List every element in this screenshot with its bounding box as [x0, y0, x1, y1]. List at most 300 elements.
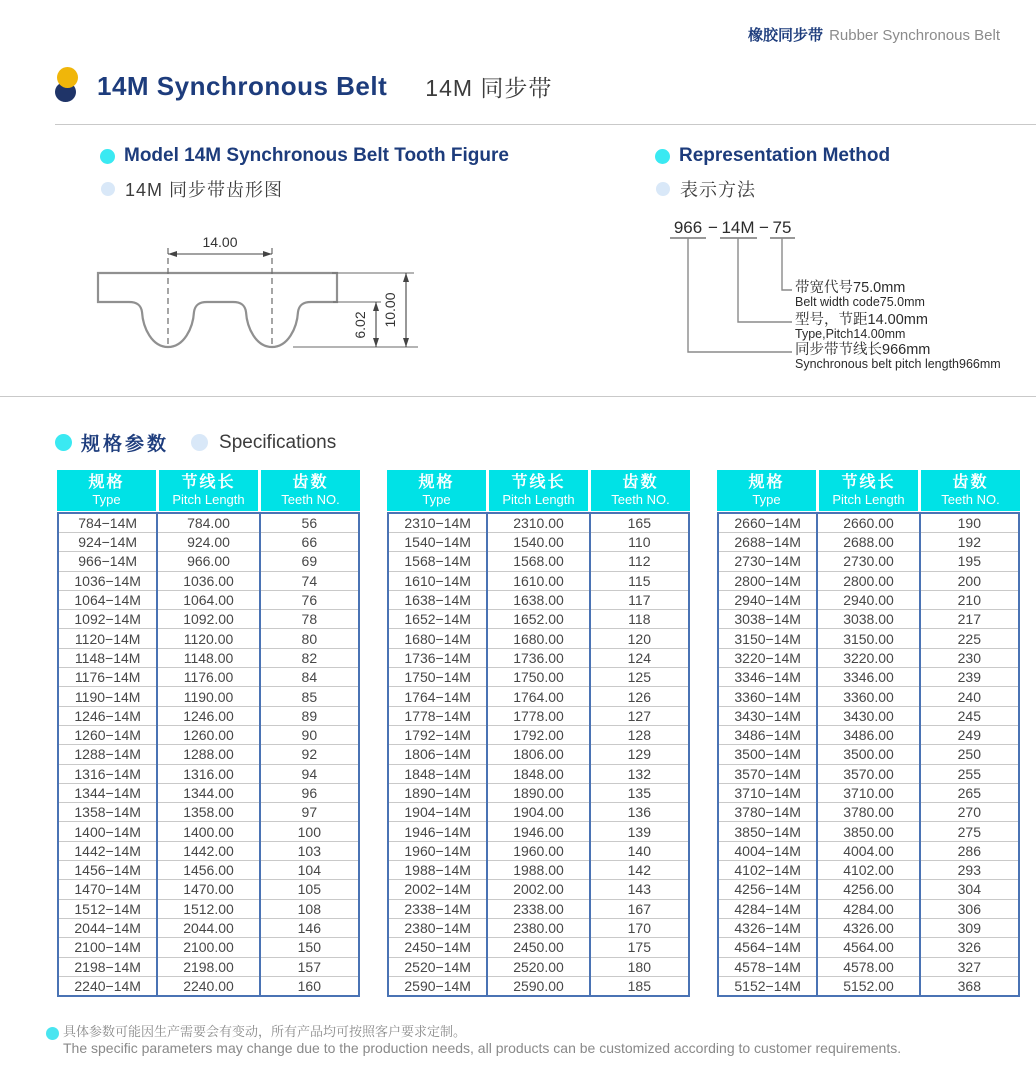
- table-row: [388, 629, 689, 648]
- cell-teeth-no: 135: [590, 783, 689, 802]
- cell-type: 3710−14M: [718, 783, 817, 802]
- cell-teeth-no: 124: [590, 648, 689, 667]
- cell-pitch-length: 2940.00: [817, 590, 919, 609]
- table-row: [388, 764, 689, 783]
- brand-dots-icon: [55, 67, 81, 105]
- section-specifications-zh: 规格参数: [81, 434, 170, 455]
- column-label-zh: 节线长: [511, 474, 566, 491]
- cell-teeth-no: 125: [590, 668, 689, 687]
- column-label-en: Teeth NO.: [281, 492, 340, 507]
- cell-type: 2380−14M: [388, 918, 487, 937]
- cell-type: 1652−14M: [388, 610, 487, 629]
- table-row: [388, 957, 689, 976]
- cell-teeth-no: 140: [590, 841, 689, 860]
- cell-pitch-length: 3430.00: [817, 706, 919, 725]
- cell-type: 3038−14M: [718, 610, 817, 629]
- table-row: [388, 841, 689, 860]
- table-row: [718, 899, 1019, 918]
- cell-type: 1778−14M: [388, 706, 487, 725]
- cell-teeth-no: 230: [920, 648, 1019, 667]
- cell-type: 1540−14M: [388, 533, 487, 552]
- table-row: [388, 899, 689, 918]
- table-row: [58, 764, 359, 783]
- table-row: [388, 590, 689, 609]
- connector-line-width: [782, 238, 792, 290]
- annotation-belt-width-zh: 带宽代号75.0mm: [795, 280, 906, 296]
- cell-teeth-no: 143: [590, 880, 689, 899]
- table-row: [718, 803, 1019, 822]
- arrowhead-icon: [373, 302, 379, 311]
- divider: [0, 396, 1036, 397]
- cell-pitch-length: 1442.00: [157, 841, 259, 860]
- cell-teeth-no: 304: [920, 880, 1019, 899]
- cell-teeth-no: 309: [920, 918, 1019, 937]
- cell-pitch-length: 4004.00: [817, 841, 919, 860]
- cell-teeth-no: 170: [590, 918, 689, 937]
- cell-pitch-length: 1890.00: [487, 783, 589, 802]
- dimension-pitch-label: 14.00: [202, 234, 238, 250]
- cell-type: 3430−14M: [718, 706, 817, 725]
- cell-pitch-length: 1512.00: [157, 899, 259, 918]
- table-row: [58, 725, 359, 744]
- cell-type: 4102−14M: [718, 861, 817, 880]
- column-label-zh: 节线长: [841, 474, 896, 491]
- cell-type: 1064−14M: [58, 590, 157, 609]
- cell-type: 4256−14M: [718, 880, 817, 899]
- table-row: [58, 648, 359, 667]
- cell-teeth-no: 250: [920, 745, 1019, 764]
- cell-type: 2450−14M: [388, 938, 487, 957]
- section-representation-en-label: Representation Method: [679, 145, 891, 166]
- cell-type: 2660−14M: [734, 515, 801, 531]
- column-label-zh: 齿数: [622, 474, 659, 491]
- dimension-thickness-label: 10.00: [382, 292, 398, 328]
- cell-teeth-no: 286: [920, 841, 1019, 860]
- table-body: [57, 512, 360, 997]
- cell-type: 1456−14M: [58, 861, 157, 880]
- cell-teeth-no: 120: [590, 629, 689, 648]
- cell-pitch-length: 1960.00: [487, 841, 589, 860]
- cell-pitch-length: 1148.00: [157, 648, 259, 667]
- cell-type: 2730−14M: [718, 552, 817, 571]
- cell-pitch-length: 3710.00: [817, 783, 919, 802]
- table-row: [58, 513, 359, 533]
- table-row: [718, 976, 1019, 996]
- column-label-zh: 齿数: [292, 474, 329, 491]
- table-row: [388, 610, 689, 629]
- cell-pitch-length: 2520.00: [487, 957, 589, 976]
- table-row: [718, 629, 1019, 648]
- cell-pitch-length: 1988.00: [487, 861, 589, 880]
- table-row: [718, 841, 1019, 860]
- cell-teeth-no: 104: [260, 861, 359, 880]
- cell-pitch-length: 1764.00: [487, 687, 589, 706]
- cell-teeth-no: 150: [260, 938, 359, 957]
- cell-teeth-no: 84: [260, 668, 359, 687]
- table-row: [388, 918, 689, 937]
- cell-type: 1470−14M: [58, 880, 157, 899]
- cell-teeth-no: 327: [920, 957, 1019, 976]
- cell-pitch-length: 1246.00: [157, 706, 259, 725]
- cell-pitch-length: 1750.00: [487, 668, 589, 687]
- table-row: [58, 533, 359, 552]
- cell-pitch-length: 1946.00: [487, 822, 589, 841]
- code-dash: −: [708, 218, 718, 237]
- cell-type: 1960−14M: [388, 841, 487, 860]
- tooth-profile-svg: [80, 220, 440, 390]
- cell-type: 3360−14M: [718, 687, 817, 706]
- cell-teeth-no: 157: [260, 957, 359, 976]
- cell-type: 4326−14M: [718, 918, 817, 937]
- cell-pitch-length: 1540.00: [487, 533, 589, 552]
- cell-teeth-no: 225: [920, 629, 1019, 648]
- cell-pitch-length: 1904.00: [487, 803, 589, 822]
- table-row: [58, 918, 359, 937]
- table-row: [58, 899, 359, 918]
- table-row: [58, 668, 359, 687]
- cell-pitch-length: 1064.00: [157, 590, 259, 609]
- table-row: [718, 533, 1019, 552]
- footer-note: [46, 1024, 901, 1056]
- cell-type: 2520−14M: [388, 957, 487, 976]
- annotation-type-pitch-en: Type,Pitch14.00mm: [795, 327, 906, 341]
- cell-pitch-length: 784.00: [157, 513, 259, 533]
- table-row: [718, 938, 1019, 957]
- cell-teeth-no: 217: [920, 610, 1019, 629]
- table-body: [717, 512, 1020, 997]
- cell-type: 1904−14M: [388, 803, 487, 822]
- column-label-en: Teeth NO.: [611, 492, 670, 507]
- code-pitch-length: 966: [673, 218, 703, 237]
- cell-type: 5152−14M: [718, 976, 817, 996]
- cell-teeth-no: 239: [920, 668, 1019, 687]
- section-tooth-figure-zh: [101, 176, 283, 202]
- cell-type: 3486−14M: [718, 725, 817, 744]
- cell-teeth-no: 306: [920, 899, 1019, 918]
- table-row: [58, 783, 359, 802]
- table-row: [58, 803, 359, 822]
- spec-table-1: [57, 470, 360, 997]
- cell-teeth-no: 175: [590, 938, 689, 957]
- column-label-en: Pitch Length: [832, 492, 905, 507]
- annotation-type-pitch-zh: 型号，节距14.00mm: [795, 312, 928, 328]
- table-row: [388, 706, 689, 725]
- cell-teeth-no: 180: [590, 957, 689, 976]
- cell-teeth-no: 275: [920, 822, 1019, 841]
- annotation-type-pitch: [795, 313, 928, 341]
- cell-type: 1806−14M: [388, 745, 487, 764]
- cell-teeth-no: 136: [590, 803, 689, 822]
- cell-teeth-no: 139: [590, 822, 689, 841]
- cell-teeth-no: 105: [260, 880, 359, 899]
- cell-type: 3850−14M: [718, 822, 817, 841]
- cell-teeth-no: 249: [920, 725, 1019, 744]
- connector-line-type: [738, 238, 792, 322]
- divider: [55, 124, 1036, 125]
- table-row: [718, 513, 1019, 533]
- table-row: [58, 745, 359, 764]
- cell-type: 3346−14M: [718, 668, 817, 687]
- table-row: [718, 861, 1019, 880]
- cell-teeth-no: 128: [590, 725, 689, 744]
- table-row: [718, 822, 1019, 841]
- cell-type: 4004−14M: [718, 841, 817, 860]
- cell-teeth-no: 132: [590, 764, 689, 783]
- page-header-zh: 橡胶同步带: [748, 27, 824, 44]
- cell-type: 3150−14M: [718, 629, 817, 648]
- cell-pitch-length: 1778.00: [487, 706, 589, 725]
- table-row: [718, 590, 1019, 609]
- cell-teeth-no: 265: [920, 783, 1019, 802]
- cell-type: 1148−14M: [58, 648, 157, 667]
- cell-pitch-length: 1358.00: [157, 803, 259, 822]
- arrowhead-icon: [168, 251, 177, 257]
- cell-type: 2688−14M: [718, 533, 817, 552]
- table-header-cell: [819, 470, 918, 511]
- footer-note-en: The specific parameters may change due to the production needs, all products can be customized according to customer requirements.: [63, 1040, 902, 1056]
- table-row: [718, 783, 1019, 802]
- cell-teeth-no: 146: [260, 918, 359, 937]
- pale-bullet-icon: [191, 434, 208, 451]
- table-header-cell: [489, 470, 588, 511]
- column-label-zh: 齿数: [952, 474, 989, 491]
- cell-teeth-no: 118: [590, 610, 689, 629]
- table-row: [388, 668, 689, 687]
- code-width: 75: [772, 218, 792, 237]
- table-row: [718, 957, 1019, 976]
- cell-type: 1680−14M: [388, 629, 487, 648]
- cell-teeth-no: 127: [590, 706, 689, 725]
- table-header-cell: [57, 470, 156, 511]
- cell-teeth-no: 165: [590, 513, 689, 533]
- table-row: [58, 552, 359, 571]
- table-header-cell: [387, 470, 486, 511]
- table-row: [58, 610, 359, 629]
- annotation-belt-width-en: Belt width code75.0mm: [795, 295, 925, 309]
- section-tooth-figure-en-label: Model 14M Synchronous Belt Tooth Figure: [124, 145, 509, 166]
- cell-pitch-length: 4326.00: [817, 918, 919, 937]
- cyan-bullet-icon: [655, 149, 670, 164]
- table-row: [58, 590, 359, 609]
- table-row: [388, 861, 689, 880]
- page-header: [748, 24, 1000, 45]
- belt-outline: [98, 273, 337, 347]
- cell-type: 3780−14M: [718, 803, 817, 822]
- cell-type: 4564−14M: [718, 938, 817, 957]
- doc-title-en: 14M Synchronous Belt: [97, 70, 388, 101]
- section-representation-en: [655, 145, 890, 167]
- annotation-pitch-length-en: Synchronous belt pitch length966mm: [795, 357, 1001, 371]
- cell-teeth-no: 195: [920, 552, 1019, 571]
- cell-teeth-no: 82: [260, 648, 359, 667]
- arrowhead-icon: [403, 273, 409, 282]
- cell-pitch-length: 4102.00: [817, 861, 919, 880]
- cell-type: 924−14M: [58, 533, 157, 552]
- doc-title-zh: 14M 同步带: [425, 74, 553, 101]
- arrowhead-icon: [403, 338, 409, 347]
- cell-teeth-no: 115: [590, 571, 689, 590]
- cell-type: 2800−14M: [718, 571, 817, 590]
- cell-teeth-no: 96: [260, 783, 359, 802]
- cell-pitch-length: 1120.00: [157, 629, 259, 648]
- cell-pitch-length: 1344.00: [157, 783, 259, 802]
- cell-pitch-length: 2002.00: [487, 880, 589, 899]
- cell-pitch-length: 2590.00: [487, 976, 589, 996]
- table-row: [58, 629, 359, 648]
- table-row: [388, 822, 689, 841]
- table-row: [58, 976, 359, 996]
- cell-pitch-length: 3486.00: [817, 725, 919, 744]
- doc-title-row: [55, 66, 552, 106]
- cell-type: 1764−14M: [388, 687, 487, 706]
- cyan-bullet-icon: [100, 149, 115, 164]
- cell-teeth-no: 56: [260, 513, 359, 533]
- cell-pitch-length: 1638.00: [487, 590, 589, 609]
- cell-type: 2310−14M: [404, 515, 471, 531]
- column-label-en: Pitch Length: [502, 492, 575, 507]
- table-row: [718, 610, 1019, 629]
- table-row: [58, 938, 359, 957]
- table-header-cell: [717, 470, 816, 511]
- cell-pitch-length: 1456.00: [157, 861, 259, 880]
- cell-pitch-length: 4284.00: [817, 899, 919, 918]
- cell-teeth-no: 76: [260, 590, 359, 609]
- cell-teeth-no: 100: [260, 822, 359, 841]
- cell-pitch-length: 1400.00: [157, 822, 259, 841]
- cell-pitch-length: 1680.00: [487, 629, 589, 648]
- cell-pitch-length: 3850.00: [817, 822, 919, 841]
- column-label-zh: 节线长: [181, 474, 236, 491]
- cell-pitch-length: 2800.00: [817, 571, 919, 590]
- table-row: [58, 687, 359, 706]
- section-representation-zh: [656, 176, 756, 202]
- table-header-cell: [159, 470, 258, 511]
- table-row: [58, 861, 359, 880]
- cell-type: 1092−14M: [58, 610, 157, 629]
- cell-type: 4578−14M: [718, 957, 817, 976]
- cell-type: 1750−14M: [388, 668, 487, 687]
- table-row: [58, 841, 359, 860]
- section-tooth-figure-zh-label: 14M 同步带齿形图: [125, 180, 284, 200]
- table-row: [718, 880, 1019, 899]
- table-row: [718, 706, 1019, 725]
- cell-pitch-length: 3038.00: [817, 610, 919, 629]
- cell-pitch-length: 3220.00: [817, 648, 919, 667]
- cell-type: 1736−14M: [388, 648, 487, 667]
- table-row: [388, 552, 689, 571]
- cell-pitch-length: 4564.00: [817, 938, 919, 957]
- cell-pitch-length: 1316.00: [157, 764, 259, 783]
- cell-type: 1358−14M: [58, 803, 157, 822]
- cell-pitch-length: 2310.00: [487, 513, 589, 533]
- cell-type: 1036−14M: [58, 571, 157, 590]
- table-row: [718, 725, 1019, 744]
- table-row: [388, 976, 689, 996]
- cell-type: 1316−14M: [58, 764, 157, 783]
- table-row: [718, 687, 1019, 706]
- annotation-belt-width: [795, 281, 925, 309]
- cell-teeth-no: 185: [590, 976, 689, 996]
- cell-type: 2590−14M: [388, 976, 487, 996]
- cell-type: 1848−14M: [388, 764, 487, 783]
- cell-teeth-no: 255: [920, 764, 1019, 783]
- cell-type: 1288−14M: [58, 745, 157, 764]
- table-row: [718, 668, 1019, 687]
- cell-type: 2044−14M: [58, 918, 157, 937]
- representation-diagram: [640, 210, 1036, 390]
- code-dash: −: [759, 218, 769, 237]
- cell-teeth-no: 167: [590, 899, 689, 918]
- cell-type: 2940−14M: [718, 590, 817, 609]
- column-label-en: Type: [422, 492, 451, 507]
- table-row: [718, 571, 1019, 590]
- annotation-pitch-length: [795, 343, 1001, 371]
- cell-pitch-length: 3780.00: [817, 803, 919, 822]
- cell-pitch-length: 1190.00: [157, 687, 259, 706]
- gold-circle-icon: [57, 67, 78, 88]
- cell-pitch-length: 1092.00: [157, 610, 259, 629]
- cell-pitch-length: 1568.00: [487, 552, 589, 571]
- table-row: [388, 745, 689, 764]
- cell-type: 3500−14M: [718, 745, 817, 764]
- footer-note-zh: 具体参数可能因生产需要会有变动，所有产品均可按照客户要求定制。: [63, 1024, 467, 1039]
- cell-pitch-length: 1288.00: [157, 745, 259, 764]
- cell-teeth-no: 245: [920, 706, 1019, 725]
- cell-type: 2002−14M: [388, 880, 487, 899]
- cell-teeth-no: 80: [260, 629, 359, 648]
- cell-teeth-no: 210: [920, 590, 1019, 609]
- cell-type: 2338−14M: [388, 899, 487, 918]
- cell-teeth-no: 293: [920, 861, 1019, 880]
- cell-teeth-no: 89: [260, 706, 359, 725]
- cell-pitch-length: 4578.00: [817, 957, 919, 976]
- cell-type: 4284−14M: [718, 899, 817, 918]
- cell-teeth-no: 142: [590, 861, 689, 880]
- cell-teeth-no: 97: [260, 803, 359, 822]
- column-label-en: Pitch Length: [172, 492, 245, 507]
- cell-pitch-length: 1036.00: [157, 571, 259, 590]
- cell-type: 2100−14M: [58, 938, 157, 957]
- cell-pitch-length: 1470.00: [157, 880, 259, 899]
- table-row: [388, 803, 689, 822]
- table-row: [388, 533, 689, 552]
- cell-type: 1792−14M: [388, 725, 487, 744]
- annotation-pitch-length-zh: 同步带节线长966mm: [795, 342, 931, 358]
- cell-pitch-length: 4256.00: [817, 880, 919, 899]
- table-row: [718, 764, 1019, 783]
- table-row: [388, 938, 689, 957]
- section-specifications-en: Specifications: [219, 431, 337, 453]
- table-body: [387, 512, 690, 997]
- arrowhead-icon: [373, 338, 379, 347]
- code-type: 14M: [721, 218, 755, 237]
- table-row: [388, 880, 689, 899]
- cell-teeth-no: 103: [260, 841, 359, 860]
- cell-type: 1344−14M: [58, 783, 157, 802]
- pale-bullet-icon: [656, 182, 670, 196]
- cell-teeth-no: 117: [590, 590, 689, 609]
- cell-type: 1610−14M: [388, 571, 487, 590]
- column-label-en: Type: [92, 492, 121, 507]
- cell-teeth-no: 94: [260, 764, 359, 783]
- cell-pitch-length: 2450.00: [487, 938, 589, 957]
- column-label-zh: 规格: [418, 474, 455, 491]
- cell-pitch-length: 2660.00: [817, 513, 919, 533]
- section-representation-zh-label: 表示方法: [680, 180, 756, 200]
- column-label-en: Teeth NO.: [941, 492, 1000, 507]
- table-row: [58, 706, 359, 725]
- cyan-bullet-icon: [46, 1027, 59, 1040]
